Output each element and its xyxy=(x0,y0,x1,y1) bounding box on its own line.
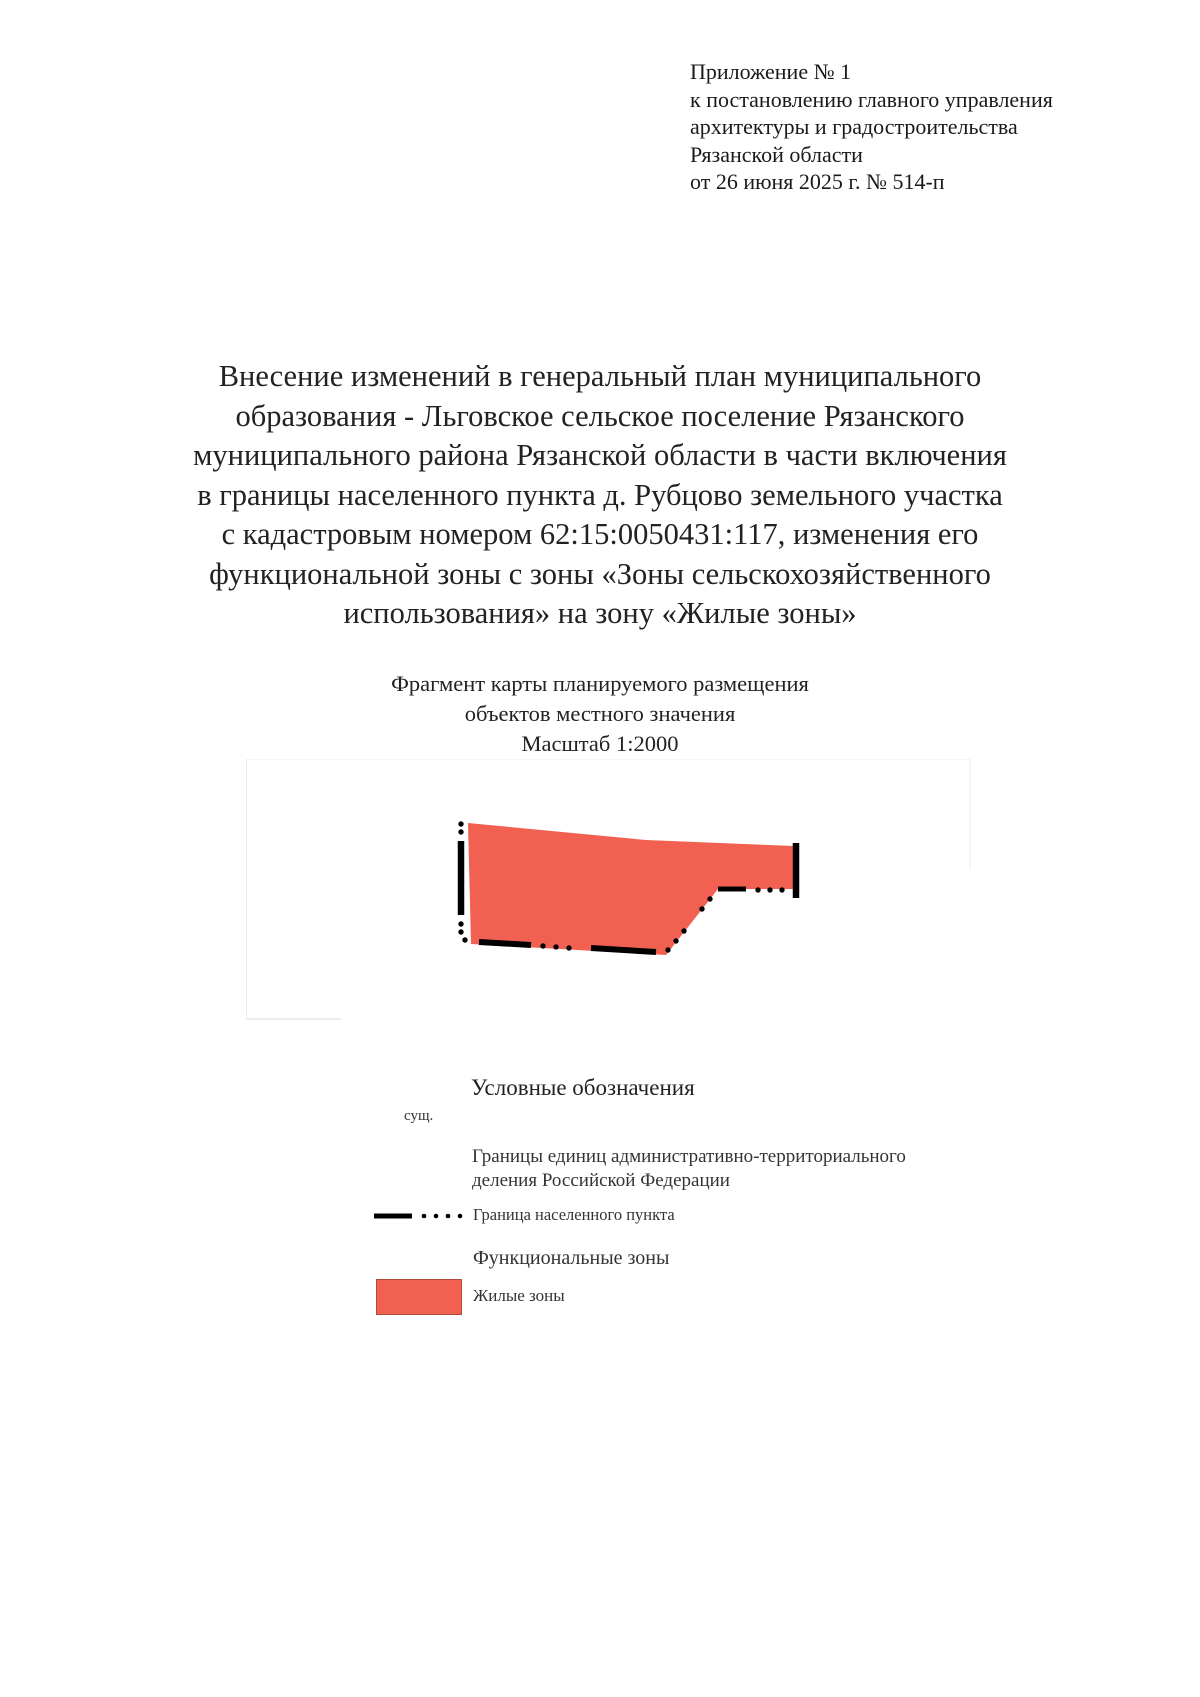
title-line: функциональной зоны с зоны «Зоны сельскохозяйственного xyxy=(209,556,991,591)
legend-boundary-dot xyxy=(458,1214,463,1219)
boundary-dash xyxy=(479,942,531,945)
boundary-dot xyxy=(699,906,704,911)
title-line: с кадастровым номером 62:15:0050431:117, изменения его xyxy=(221,517,979,551)
boundary-dot xyxy=(458,829,463,834)
legend-admin-line: деления Российской Федерации xyxy=(472,1170,730,1191)
appendix-line-4: Рязанской области xyxy=(690,141,863,167)
boundary-dot xyxy=(553,944,558,949)
boundary-dot xyxy=(458,821,463,826)
title-line: образования - Льговское сельское поселение Рязанского xyxy=(235,398,965,433)
boundary-dot xyxy=(681,928,686,933)
boundary-dot xyxy=(707,896,712,901)
legend-residential-swatch xyxy=(376,1279,462,1315)
map-caption xyxy=(300,669,900,759)
appendix-line-3: архитектуры и градостроительства xyxy=(690,114,1018,139)
boundary-dot xyxy=(755,887,760,892)
legend-functional-zones-title: Функциональные зоны xyxy=(473,1247,670,1269)
legend-admin-boundaries xyxy=(472,1145,906,1193)
boundary-dot xyxy=(673,938,678,943)
legend-boundary-dot xyxy=(446,1214,451,1219)
legend-existing-label: сущ. xyxy=(404,1108,434,1124)
legend-title: Условные обозначения xyxy=(471,1075,695,1100)
legend-boundary-dot xyxy=(434,1214,439,1219)
legend-residential-label: Жилые зоны xyxy=(473,1286,565,1305)
legend-boundary-dot xyxy=(422,1214,427,1219)
appendix-line-2: к постановлению главного управления xyxy=(690,86,1053,112)
boundary-dot xyxy=(566,945,571,950)
map-caption-line: Фрагмент карты планируемого размещения xyxy=(391,671,809,696)
legend-boundary-symbol xyxy=(374,1209,474,1223)
boundary-dot xyxy=(665,947,670,952)
map-fragment xyxy=(246,759,971,1021)
map-caption-line: объектов местного значения xyxy=(464,701,736,726)
document-title xyxy=(120,357,1080,634)
boundary-dash xyxy=(591,948,656,952)
legend-settlement-boundary-label: Граница населенного пункта xyxy=(473,1205,675,1224)
title-line: Внесение изменений в генеральный план муниципального xyxy=(218,359,982,393)
boundary-dot xyxy=(458,929,463,934)
appendix-header xyxy=(690,58,1170,196)
map-scale: Масштаб 1:2000 xyxy=(521,731,679,756)
appendix-date: от 26 июня 2025 г. № 514-п xyxy=(690,169,945,194)
appendix-number: Приложение № 1 xyxy=(690,59,852,84)
title-line: муниципального района Рязанской области в части включения xyxy=(193,438,1007,472)
map-svg xyxy=(246,759,971,1021)
boundary-dot xyxy=(540,943,545,948)
boundary-dot xyxy=(458,921,463,926)
title-line: в границы населенного пункта д. Рубцово земельного участка xyxy=(197,477,1003,512)
boundary-dot xyxy=(767,887,772,892)
title-line: использования» на зону «Жилые зоны» xyxy=(343,596,857,630)
boundary-dot xyxy=(779,887,784,892)
boundary-dot xyxy=(462,937,467,942)
legend-admin-line: Границы единиц административно-территориального xyxy=(472,1146,906,1167)
